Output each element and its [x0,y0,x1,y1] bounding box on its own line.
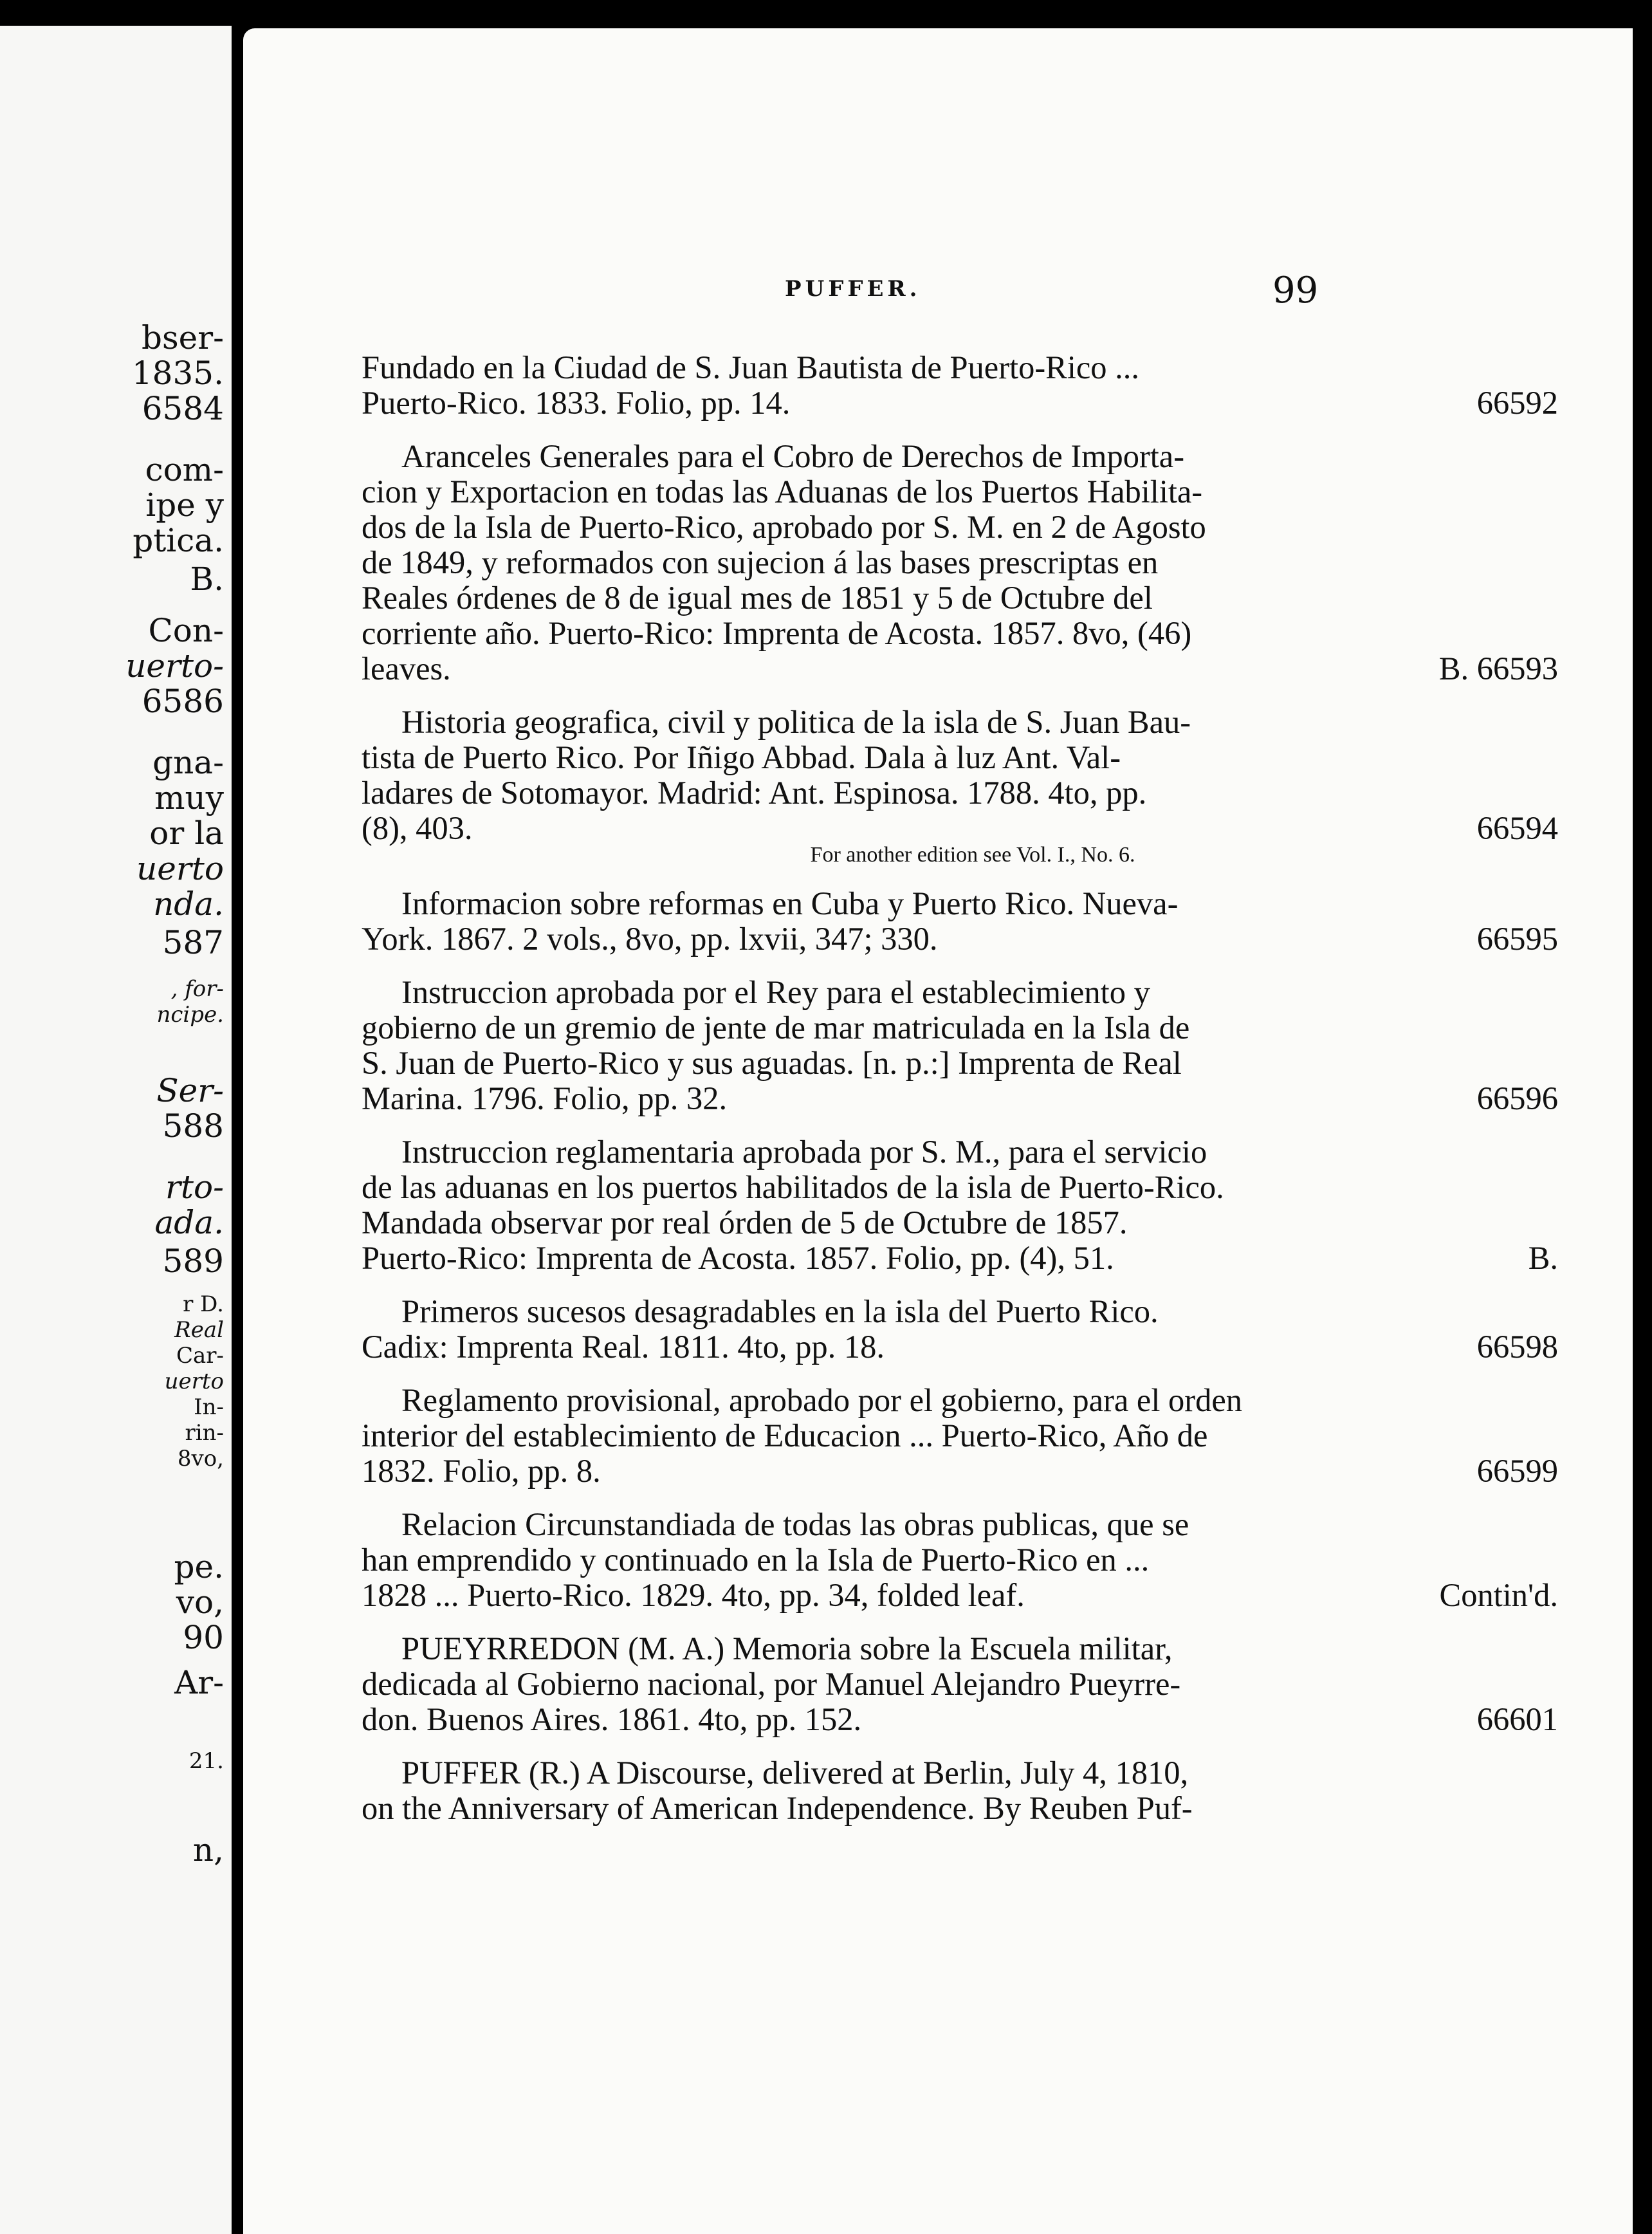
entry-line: York. 1867. 2 vols., 8vo, pp. lxvii, 347; 330. [362,921,938,957]
entry-line: Reglamento provisional, aprobado por el gobierno, para el orden [401,1382,1242,1418]
left-page-text: bser- [141,319,224,356]
catalog-number: B. [1528,1240,1558,1276]
entry-line: (8), 403. [362,810,473,846]
left-page-text: ada. [154,1204,224,1241]
catalog-number: Contin'd. [1439,1577,1558,1613]
entry-line: gobierno de un gremio de jente de mar matriculada en la Isla de [362,1010,1190,1046]
left-page-text: 6584 [142,390,224,427]
entry-line: Historia geografica, civil y politica de la isla de S. Juan Bau- [401,704,1191,740]
left-page-text: uerto [164,1369,224,1394]
entry-line: tista de Puerto Rico. Por Iñigo Abbad. Dala à luz Ant. Val- [362,739,1121,775]
left-page-text: or la [149,815,224,852]
entry-line: Instruccion reglamentaria aprobada por S. M., para el servicio [401,1134,1207,1170]
entry-line: 1832. Folio, pp. 8. [362,1453,601,1489]
left-page-text: 6586 [142,683,224,720]
entry-line: Cadix: Imprenta Real. 1811. 4to, pp. 18. [362,1329,885,1365]
entry-line: corriente año. Puerto-Rico: Imprenta de Acosta. 1857. 8vo, (46) [362,615,1192,651]
entry-line: on the Anniversary of American Independence. By Reuben Puf- [362,1790,1193,1826]
left-page-text: ptica. [133,522,224,559]
entry-line: PUEYRREDON (M. A.) Memoria sobre la Escuela militar, [401,1630,1173,1666]
left-page-text: 1835. [131,355,224,392]
entry-line: Relacion Circunstandiada de todas las obras publicas, que se [401,1506,1189,1542]
entry-line: don. Buenos Aires. 1861. 4to, pp. 152. [362,1701,862,1737]
left-page-text: n, [192,1831,224,1869]
entry-line: Primeros sucesos desagradables en la isla del Puerto Rico. [401,1293,1159,1329]
left-page-text: Ar- [174,1664,224,1701]
left-page-text: 587 [162,924,224,961]
entry-line: Informacion sobre reformas en Cuba y Puerto Rico. Nueva- [401,885,1179,921]
left-page-text: Car- [176,1343,224,1369]
catalog-entry [362,1383,1558,1489]
entry-line: Aranceles Generales para el Cobro de Derechos de Importa- [401,438,1185,474]
left-page-text: nda. [153,885,224,923]
catalog-entry [362,350,1558,421]
running-head: PUFFER. [785,276,921,302]
catalog-number: 66601 [1476,1701,1558,1737]
entry-line: leaves. [362,651,451,687]
left-page-text: muy [154,779,224,817]
entry-line: Reales órdenes de 8 de igual mes de 1851 y 5 de Octubre del [362,580,1153,616]
left-page-text: 588 [162,1107,224,1145]
catalog-number: 66599 [1476,1453,1558,1489]
left-page-text: rin- [185,1420,224,1446]
entry-line: Fundado en la Ciudad de S. Juan Bautista de Puerto-Rico ... [362,349,1140,385]
left-page-text: r D. [183,1291,224,1317]
left-page-text: 8vo, [177,1446,224,1472]
left-page-text: Con- [148,612,224,649]
catalog-entry [362,975,1558,1116]
left-page-text: 90 [183,1619,224,1656]
entry-line: interior del establecimiento de Educacion ... Puerto-Rico, Año de [362,1417,1208,1454]
catalog-entry [362,705,1558,868]
entry-line: Puerto-Rico: Imprenta de Acosta. 1857. Folio, pp. (4), 51. [362,1240,1114,1276]
left-page-text: uerto- [125,647,224,685]
left-page-text: , for- [170,976,224,1002]
left-page-text: com- [145,451,224,488]
entry-line: de las aduanas en los puertos habilitados de la isla de Puerto-Rico. [362,1169,1224,1205]
catalog-number: B. 66593 [1438,651,1558,687]
left-page-text: B. [190,560,224,598]
left-page-text: uerto [136,850,224,887]
left-page-text: In- [194,1394,224,1420]
page-number: 99 [1272,270,1319,311]
catalog-entry [362,1631,1558,1737]
left-page-fragment [0,26,232,2234]
entry-line: S. Juan de Puerto-Rico y sus aguadas. [n. p.:] Imprenta de Real [362,1045,1182,1081]
left-page-text: vo, [176,1583,224,1621]
left-page-text: 21. [188,1748,224,1774]
edition-note: For another edition see Vol. I., No. 6. [810,843,1135,867]
entry-line: Puerto-Rico. 1833. Folio, pp. 14. [362,385,791,421]
page-header [243,250,1633,311]
catalog-entry [362,439,1558,687]
catalog-number: 66595 [1476,921,1558,957]
entry-line: 1828 ... Puerto-Rico. 1829. 4to, pp. 34, folded leaf. [362,1577,1025,1613]
catalog-entry [362,1134,1558,1276]
entry-line: dos de la Isla de Puerto-Rico, aprobado por S. M. en 2 de Agosto [362,509,1206,545]
entry-line: ladares de Sotomayor. Madrid: Ant. Espinosa. 1788. 4to, pp. [362,775,1147,811]
left-page-text: rto- [165,1168,224,1206]
catalog-number: 66598 [1476,1329,1558,1365]
entry-line: Mandada observar por real órden de 5 de Octubre de 1857. [362,1205,1128,1241]
catalog-entry [362,1507,1558,1613]
left-page-text: Real [174,1317,224,1343]
catalog-entry [362,1294,1558,1365]
left-page-text: ipe y [145,486,224,524]
left-page-text: Ser- [156,1072,224,1109]
catalog-entry [362,886,1558,957]
left-page-text: gna- [152,744,224,781]
entry-line: Instruccion aprobada por el Rey para el establecimiento y [401,974,1150,1010]
entry-line: han emprendido y continuado en la Isla de Puerto-Rico en ... [362,1542,1150,1578]
entry-line: Marina. 1796. Folio, pp. 32. [362,1080,728,1116]
left-page-text: ncipe. [156,1002,224,1028]
catalog-entry [362,1755,1558,1826]
entry-line: de 1849, y reformados con sujecion á las bases prescriptas en [362,544,1159,580]
catalog-number: 66596 [1476,1080,1558,1116]
book-page [243,28,1633,2234]
entry-line: dedicada al Gobierno nacional, por Manuel Alejandro Pueyrre- [362,1666,1181,1702]
catalog-number: 66594 [1476,810,1558,846]
left-page-text: 589 [162,1242,224,1280]
entry-line: cion y Exportacion en todas las Aduanas de los Puertos Habilita- [362,474,1203,510]
catalog-text [362,350,1558,1844]
left-page-text: pe. [174,1548,224,1585]
book-gutter [232,0,243,2234]
catalog-number: 66592 [1476,385,1558,421]
entry-line: PUFFER (R.) A Discourse, delivered at Berlin, July 4, 1810, [401,1755,1189,1791]
